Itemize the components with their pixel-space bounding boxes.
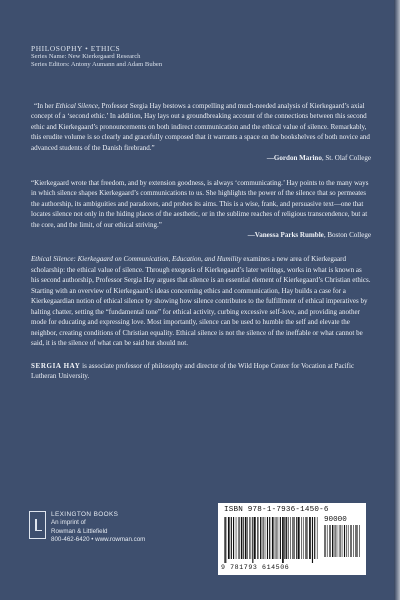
barcode-bar: [340, 525, 341, 557]
barcode-bar: [225, 517, 226, 563]
barcode-bar: [278, 517, 279, 559]
barcode-bar: [292, 517, 293, 559]
barcode-panel: [218, 503, 366, 575]
endorser-name: —Gordon Marino: [266, 154, 322, 163]
endorser-name: —Vanessa Parks Rumble: [247, 230, 324, 239]
publisher-text: [51, 511, 145, 544]
spacer: [31, 240, 371, 254]
barcode-bar: [330, 525, 331, 557]
author-bio: [31, 361, 371, 382]
endorsement-quote-2: “Kierkegaard wrote that freedom, and by extension goodness, is always ‘communicating.’ Hay points to the many ways in which silence shapes Kierkegaard’s communications to us. She highlights the power of the silence that so permeates the authorship, its ambiguities and paradoxes, and probes its aims. This is a wise, frank, and persuasive text—one that locates silence not only in the hiding places of the aesthetic, or in the sublime reaches of religious transcendence, but at the core, and the limit, of our ethical striving.”: [31, 178, 369, 229]
barcode-bar: [327, 525, 328, 557]
category-label: PHILOSOPHY • ETHICS: [31, 44, 121, 53]
publisher-imprint: An imprint of: [51, 519, 86, 527]
description-text: examines a new area of Kierkegaard scholarship: the ethical value of silence. Through exegesis of Kierkegaard’s later writings, works in what is known as his second authorship, Professor Sergia Hay argues that silence is an essential element of Kierkegaard’s Christian ethics. Starting with an overview of Kierkegaard’s ideas concerning ethics and communication, Hay builds a case for a Kierkegaardian notion of ethical silence by showing how silence contributes to the fulfillment of ethical imperatives by halting chatter, setting the “fundamental tone” for ethical activity, curbing excessive self-love, and providing another mode for educating and expressing love. Most importantly, silence can be used to humble the self and elevate the neighbor, creating conditions of Christian equality. Ethical silence is not the silence of the ineffable or what cannot be said, it is the silence of what can be said but should not.: [31, 255, 371, 348]
barcode-bar: [284, 517, 285, 559]
barcode-bar: [303, 517, 304, 559]
barcode-bar: [288, 517, 289, 559]
barcode-bar: [335, 525, 336, 557]
barcode-bar: [243, 517, 244, 559]
publisher-name: LEXINGTON BOOKS: [51, 511, 119, 518]
barcode-bar: [282, 517, 284, 563]
barcode-bar: [262, 517, 263, 559]
series-name: Series Name: New Kierkegaard Research: [31, 53, 141, 60]
author-bio-text: is associate professor of philosophy and director of the Wild Hope Center for Vocation at Pacific Lutheran University.: [31, 361, 355, 380]
author-name: SERGIA HAY: [31, 361, 81, 370]
quote-text: , Professor Sergia Hay bestows a compelling and much-needed analysis of Kierkegaard’s axial concept of a ‘second ethic.’ In addition, Hay lays out a groundbreaking account of the connections between this second ethic and Kierkegaard’s pronouncements on both indirect communication and the ethical value of silence. Remarkably, this erudite volume is so clearly and gracefully composed that it warrants a space on the bookshelves of both novice and advanced students of the Danish firebrand.”: [31, 102, 370, 152]
barcode-bar: [257, 517, 258, 559]
barcode-bar: [312, 517, 313, 563]
endorsement-attribution-1: [31, 153, 371, 163]
barcode-bar: [305, 517, 306, 559]
publisher-logo-icon: [29, 511, 46, 539]
series-header: [31, 44, 371, 70]
barcode-bar: [298, 517, 300, 559]
barcode-bar: [348, 525, 349, 557]
endorser-affiliation: , St. Olaf College: [321, 154, 371, 163]
price-barcode: [324, 525, 362, 561]
barcode-bar: [324, 525, 325, 557]
barcode-bar: [251, 517, 252, 559]
endorser-affiliation: , Boston College: [323, 230, 371, 239]
barcode-bar: [351, 525, 352, 557]
quote-text: “In her: [34, 102, 56, 110]
barcode-bar: [269, 517, 270, 559]
barcode-bar: [296, 517, 297, 559]
barcode-bar: [350, 525, 351, 557]
barcode-bar: [239, 517, 240, 559]
barcode-bar: [267, 517, 268, 559]
barcode-bar: [249, 517, 250, 559]
barcode-bar: [353, 525, 354, 557]
barcode-bar: [224, 517, 225, 563]
barcode-bar: [317, 517, 318, 559]
barcode-bar: [359, 525, 360, 557]
barcode-bar: [228, 517, 230, 559]
barcode-bar: [276, 517, 277, 559]
book-description: [31, 254, 371, 348]
barcode-bar: [346, 525, 347, 557]
endorsement-quote-1: [31, 101, 371, 153]
barcode-bar: [325, 525, 326, 557]
barcode-digits: 9 781793 614506: [221, 564, 290, 571]
barcode-bar: [231, 517, 232, 559]
barcode-bar: [337, 525, 338, 557]
barcode-bar: [265, 517, 266, 559]
spacer: [31, 349, 371, 361]
endorsement-attribution-2: [31, 230, 371, 240]
barcode-bar: [254, 517, 256, 559]
isbn-label: ISBN 978-1-7936-1450-6: [224, 506, 329, 514]
barcode-bar: [290, 517, 291, 559]
barcode-bar: [355, 525, 356, 557]
cover-copy: [31, 101, 371, 381]
barcode-bar: [344, 525, 345, 557]
barcode-bar: [329, 525, 330, 557]
barcode-bar: [245, 517, 247, 559]
barcode-bar: [293, 517, 294, 559]
barcode-bar: [356, 525, 357, 557]
barcode-bar: [233, 517, 234, 559]
page-edge: [394, 0, 400, 600]
ean-barcode: [224, 517, 318, 563]
quote-book-title: Ethical Silence: [55, 102, 98, 110]
barcode-bar: [275, 517, 276, 559]
barcode-bar: [286, 517, 287, 559]
barcode-bar: [332, 525, 333, 557]
barcode-bar: [339, 525, 340, 557]
barcode-bar: [236, 517, 237, 559]
spacer: [31, 164, 371, 178]
publisher-parent: Rowman & Littlefield: [51, 527, 108, 535]
price-code: 90000: [324, 516, 347, 524]
barcode-bar: [301, 517, 302, 559]
barcode-bar: [314, 517, 315, 559]
barcode-bar: [247, 517, 248, 559]
series-editors: Series Editors: Antony Aumann and Adam Buben: [31, 61, 163, 69]
barcode-bar: [263, 517, 264, 559]
barcode-bar: [334, 525, 335, 557]
publisher-contact: 800-462-6420 • www.rowman.com: [51, 535, 146, 543]
barcode-bar: [280, 517, 281, 559]
barcode-bar: [309, 517, 311, 559]
barcode-bar: [241, 517, 242, 559]
barcode-bar: [342, 525, 343, 557]
barcode-bar: [260, 517, 261, 559]
barcode-bar: [272, 517, 274, 559]
description-book-title: Ethical Silence: Kierkegaard on Communication, Education, and Humility: [31, 255, 242, 264]
barcode-bar: [238, 517, 239, 559]
barcode-bar: [252, 517, 253, 563]
barcode-bar: [306, 517, 307, 559]
